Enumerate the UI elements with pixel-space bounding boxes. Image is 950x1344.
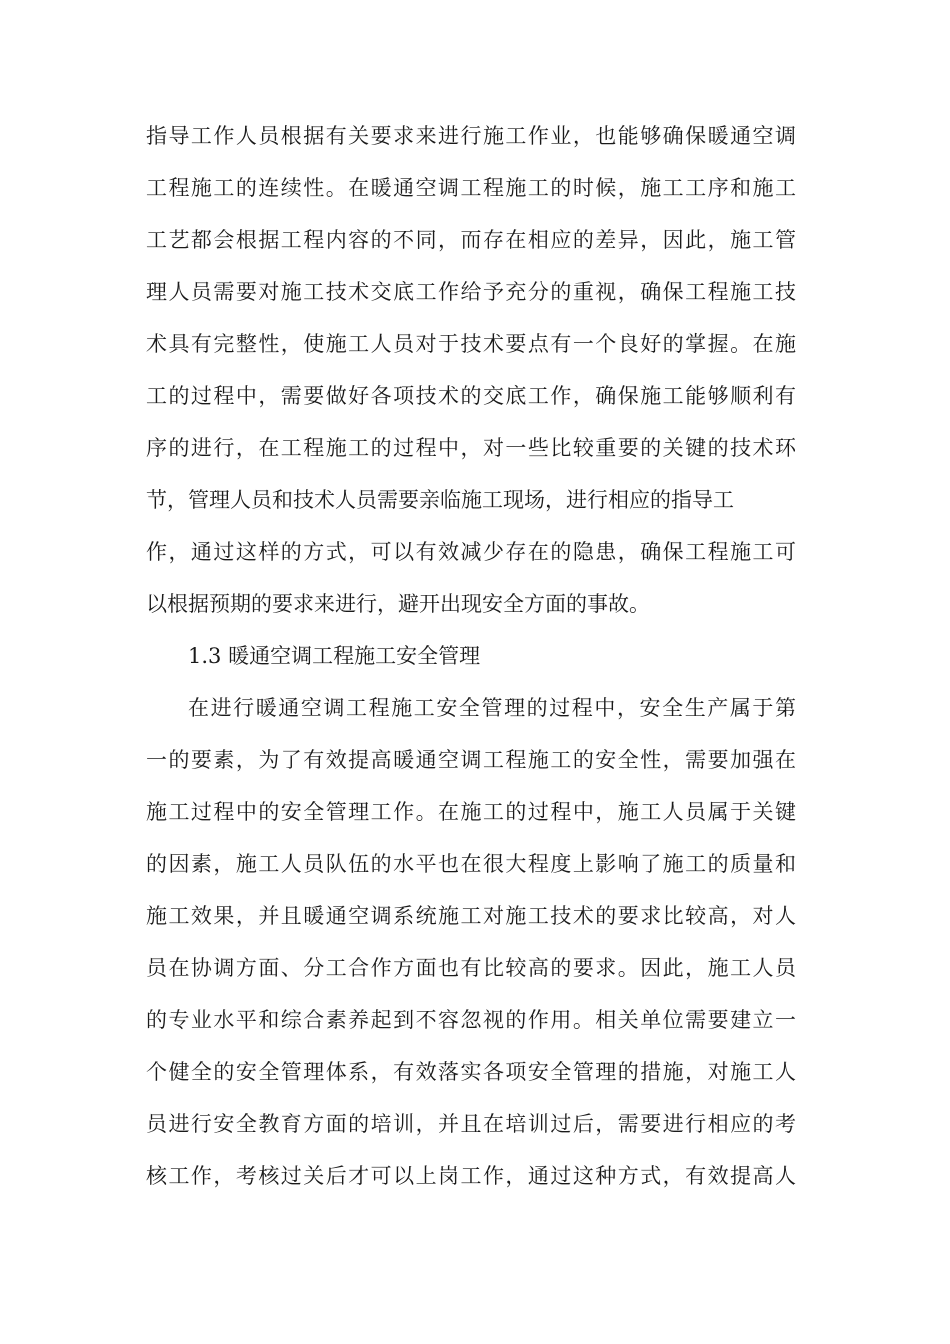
text-line: 核工作，考核过关后才可以上岗工作，通过这种方式，有效提高人 xyxy=(146,1164,796,1188)
document-body xyxy=(146,110,796,1202)
section-heading: 1.3 暖通空调工程施工安全管理 xyxy=(188,644,481,668)
text-line: 指导工作人员根据有关要求来进行施工作业，也能够确保暖通空调 xyxy=(146,124,796,148)
paragraph-construction-technical-disclosure xyxy=(146,110,796,630)
text-line: 在进行暖通空调工程施工安全管理的过程中，安全生产属于第 xyxy=(188,696,796,720)
text-line: 一的要素，为了有效提高暖通空调工程施工的安全性，需要加强在 xyxy=(146,748,796,772)
text-line: 工艺都会根据工程内容的不同，而存在相应的差异，因此，施工管 xyxy=(146,228,796,252)
text-line: 工的过程中，需要做好各项技术的交底工作，确保施工能够顺利有 xyxy=(146,384,796,408)
text-line: 员进行安全教育方面的培训，并且在培训过后，需要进行相应的考 xyxy=(146,1112,796,1136)
text-line: 工程施工的连续性。在暖通空调工程施工的时候，施工工序和施工 xyxy=(146,176,796,200)
text-line: 员在协调方面、分工合作方面也有比较高的要求。因此，施工人员 xyxy=(146,956,796,980)
paragraph-safety-management xyxy=(146,682,796,1202)
text-line: 施工过程中的安全管理工作。在施工的过程中，施工人员属于关键 xyxy=(146,800,796,824)
text-line: 施工效果，并且暖通空调系统施工对施工技术的要求比较高，对人 xyxy=(146,904,796,928)
text-line: 的专业水平和综合素养起到不容忽视的作用。相关单位需要建立一 xyxy=(146,1008,796,1032)
text-line: 理人员需要对施工技术交底工作给予充分的重视，确保工程施工技 xyxy=(146,280,796,304)
text-line: 以根据预期的要求来进行，避开出现安全方面的事故。 xyxy=(146,592,650,616)
text-line: 节，管理人员和技术人员需要亲临施工现场，进行相应的指导工 xyxy=(146,488,734,512)
text-line: 术具有完整性，使施工人员对于技术要点有一个良好的掌握。在施 xyxy=(146,332,796,356)
text-line: 个健全的安全管理体系，有效落实各项安全管理的措施，对施工人 xyxy=(146,1060,796,1084)
text-line: 作，通过这样的方式，可以有效减少存在的隐患，确保工程施工可 xyxy=(146,540,796,564)
text-line: 序的进行，在工程施工的过程中，对一些比较重要的关键的技术环 xyxy=(146,436,796,460)
text-line: 的因素，施工人员队伍的水平也在很大程度上影响了施工的质量和 xyxy=(146,852,796,876)
